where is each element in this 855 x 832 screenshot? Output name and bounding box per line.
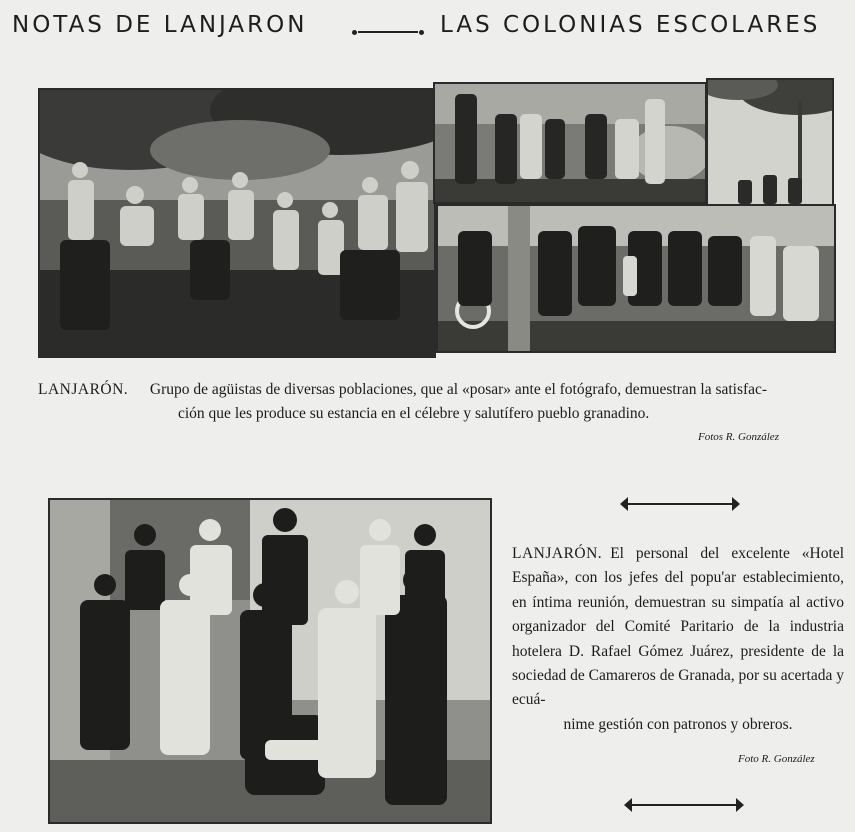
- header-right-title: LAS COLONIAS ESCOLARES: [440, 12, 821, 38]
- caption-top-line1: Grupo de agüistas de diversas poblaciones, que al «posar» ante el fotógrafo, demuestran la satisfac-: [149, 381, 768, 398]
- caption-bottom-last-line: nime gestión con patronos y obreros.: [563, 715, 793, 733]
- page-header: [12, 6, 848, 46]
- decorative-arrow-bottom: [624, 798, 744, 812]
- photo-group-garden-wall: [706, 78, 834, 206]
- photo-group-by-fountain: [433, 82, 707, 204]
- caption-top-place: LANJARÓN.: [38, 381, 129, 398]
- caption-bottom-body: El personal del excelente «Hotel España», con los jefes del popu'ar establecimiento, en íntima reunión, demuestran su simpatía al activo organizador del Comité Paritario de la industria hotelera D. Rafael Gómez Juárez, presidente de la sociedad de Camareros de Granada, por su acertada y ecuá-: [512, 545, 844, 709]
- header-separator-dash: [358, 31, 418, 33]
- photo-credit-top: Fotos R. González: [698, 431, 779, 443]
- photo-group-under-trees: [38, 88, 436, 358]
- header-left-title: NOTAS DE LANJARON: [12, 12, 308, 38]
- caption-top-line2: ción que les produce su estancia en el célebre y salutífero pueblo granadino.: [178, 405, 650, 422]
- photo-credit-bottom: Foto R. González: [738, 753, 815, 765]
- caption-top: [38, 378, 838, 426]
- caption-bottom-place: LANJARÓN.: [512, 545, 603, 562]
- decorative-arrow-top: [620, 497, 740, 511]
- photo-group-seated-outdoors: [436, 204, 836, 353]
- caption-bottom: [512, 542, 844, 737]
- photo-hotel-espana-staff: [48, 498, 492, 824]
